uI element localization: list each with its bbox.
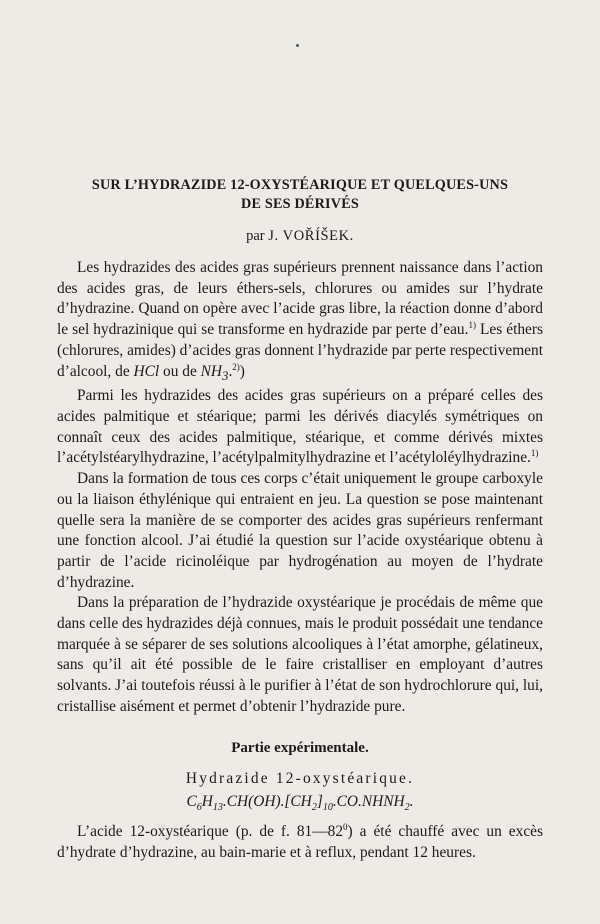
paragraph-1-dot: . [228,362,233,380]
paragraph-2-text: Parmi les hydrazides des acides gras supérieurs on a préparé celles des acides palmitique et stéarique; parmi les dérivés diacylés symétriques on connaît ceux des acides palmitique, stéarique, et comme dérivés mixtes l’acétylstéarylhydrazine, l’acétylpalmitylhydrazine et l’acétyloléylhydrazine. [57,387,543,467]
title-line-2: DE SES DÉRIVÉS [241,196,359,212]
formula-hcl: HCl [133,362,160,380]
author-prefix: par [246,228,265,244]
formula-stop: . [409,793,414,810]
formula-mid: .CH(OH).[CH [222,793,312,810]
paragraph-1 [57,258,543,386]
formula-c-sub: 6 [196,802,202,814]
footnote-ref: 1) [530,448,539,459]
paragraph-1-text-2: Les éthers (chlorures, amides) d’acides gras donnent l’hydrazide par perte respectivement d’alcool, de [57,321,543,380]
formula-n-sub: 10 [322,802,333,814]
paragraph-5 [57,822,543,863]
ink-speck [296,44,299,47]
formula-nh-sub: 3 [222,368,229,383]
formula-ch2-sub: 2 [311,802,317,814]
formula-end-sub: 2 [404,802,410,814]
title-line-1: SUR L’HYDRAZIDE 12-OXYSTÉARIQUE ET QUELQUES-UNS [91,177,509,193]
formula-end: .CO.NHNH [332,793,405,810]
formula-nh3 [200,362,229,383]
article-title [50,176,550,214]
paragraph-1-text: Les hydrazides des acides gras supérieurs prennent naissance dans l’action des acides gras, de leurs éthers-sels, chlorures ou amides sur l’hydrate d’hydrazine. Quand on opère avec l’acide gras libre, la réaction donne d’abord le sel hydrazinique qui se transforme en hydrazide par perte d’eau. [57,259,543,339]
chemical-formula [0,793,600,813]
formula-bracket: ] [316,793,323,810]
paragraph-1-text-3: ou de [159,362,201,380]
paragraph-2 [57,386,543,469]
compound-name: Hydrazide 12-oxystéarique. [185,770,415,787]
formula-nh: NH [200,362,223,380]
author-line [0,228,600,245]
paragraph-1-close: ) [239,362,245,380]
article-body [57,258,543,718]
experimental-paragraph [57,822,543,863]
formula-h: H [201,793,213,810]
paragraph-5-text: L’acide 12-oxystéarique (p. de f. 81—82 [77,823,344,840]
paragraph-5-text-2: ) a été chauffé avec un excès d’hydrate d’hydrazine, au bain-marie et à reflux, pendant 12 heures. [57,823,543,861]
paragraph-4: Dans la préparation de l’hydrazide oxystéarique je procédais de même que dans celle des hydrazides déjà connues, mais le produit possédait une tendance marquée à se séparer de ses solutions alcooliques à l’état amorphe, gélatineux, sans qu’il ait été possible de le faire cristalliser en employant d’autres solvants. J’ai toutefois réussi à le purifier à l’état de son hydrochlorure qui, lui, cristallise aisément et permet d’obtenir l’hydrazide pure. [57,594,543,715]
footnote-ref: 1) [468,319,476,330]
formula-c: C [186,793,197,810]
degree-sign: 0 [343,821,348,832]
author-name: J. VOŘÍŠEK. [268,228,354,244]
footnote-ref-2: 2) [232,361,240,372]
paragraph-3: Dans la formation de tous ces corps c’était uniquement le groupe carboxyle ou la liaison éthylénique qui entraient en jeu. La question se pose maintenant quelle sera la manière de se comporter des acides gras supérieurs renfermant une fonction alcool. J’ai étudié la question sur l’acide oxystéarique obtenu à partir de l’acide ricinoléique par hydrogénation au moyen de l’hydrate d’hydrazine. [57,470,543,591]
formula-h-sub: 13 [212,802,223,814]
section-heading: Partie expérimentale. [231,740,369,756]
